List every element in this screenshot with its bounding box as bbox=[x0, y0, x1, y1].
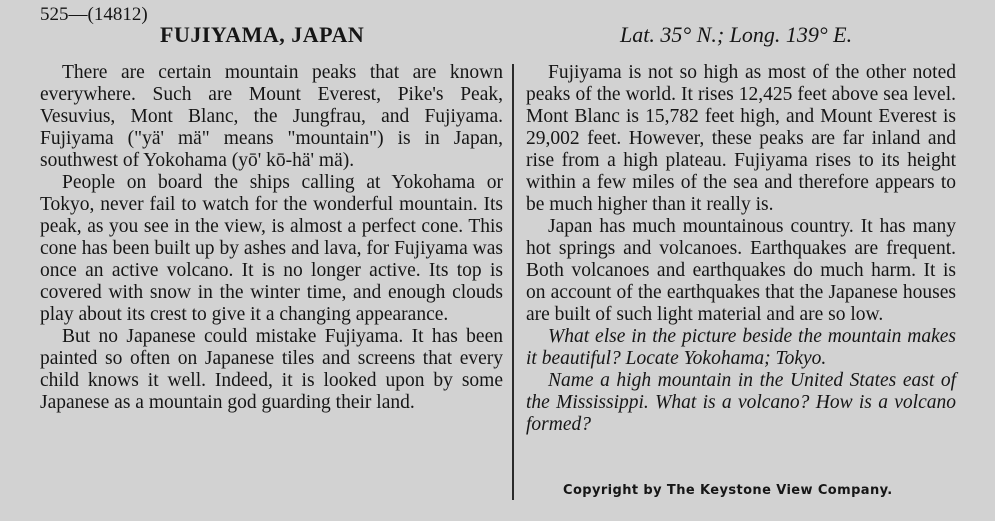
paragraph: There are certain mountain peaks that are known everywhere. Such are Mount Everest, Pike's Peak, Vesuvius, Mont Blanc, the Jungfrau, and Fujiyama. Fujiyama ("yä' mä" means "mountain") is in Japan, southwest of Yokohama (yō' kō-hä' mä). bbox=[40, 62, 503, 171]
column-divider bbox=[512, 64, 514, 500]
copyright-notice: Copyright by The Keystone View Company. bbox=[563, 483, 893, 498]
question: What else in the picture beside the mountain makes it beautiful? Locate Yokohama; Tokyo. bbox=[526, 326, 956, 369]
coordinates: Lat. 35° N.; Long. 139° E. bbox=[620, 22, 853, 47]
paragraph: Fujiyama is not so high as most of the other noted peaks of the world. It rises 12,425 feet above sea level. Mont Blanc is 15,782 feet high, and Mount Everest is 29,002 feet. However, these peaks are far inland and rise from a high plateau. Fujiyama rises to its height within a few miles of the sea and therefore appears to be much higher than it really is. bbox=[526, 62, 956, 215]
card-number: 525—(14812) bbox=[40, 4, 148, 25]
page-title: FUJIYAMA, JAPAN bbox=[160, 22, 365, 47]
paragraph: But no Japanese could mistake Fujiyama. It has been painted so often on Japanese tiles and screens that every child knows it well. Indeed, it is looked upon by some Japanese as a mountain god guarding their land. bbox=[40, 326, 503, 413]
right-column bbox=[526, 62, 956, 436]
paragraph: People on board the ships calling at Yokohama or Tokyo, never fail to watch for the wonderful mountain. Its peak, as you see in the view, is almost a perfect cone. This cone has been built up by ashes and lava, for Fujiyama was once an active volcano. It is no longer active. Its top is covered with snow in the winter time, and enough clouds play about its crest to give it a changing appearance. bbox=[40, 172, 503, 325]
question: Name a high mountain in the United States east of the Mississippi. What is a volcano? How is a volcano formed? bbox=[526, 370, 956, 435]
left-column bbox=[40, 62, 503, 414]
paragraph: Japan has much mountainous country. It has many hot springs and volcanoes. Earthquakes are frequent. Both volcanoes and earthquakes do much harm. It is on account of the earthquakes that the Japanese houses are built of such light material and are so low. bbox=[526, 216, 956, 325]
